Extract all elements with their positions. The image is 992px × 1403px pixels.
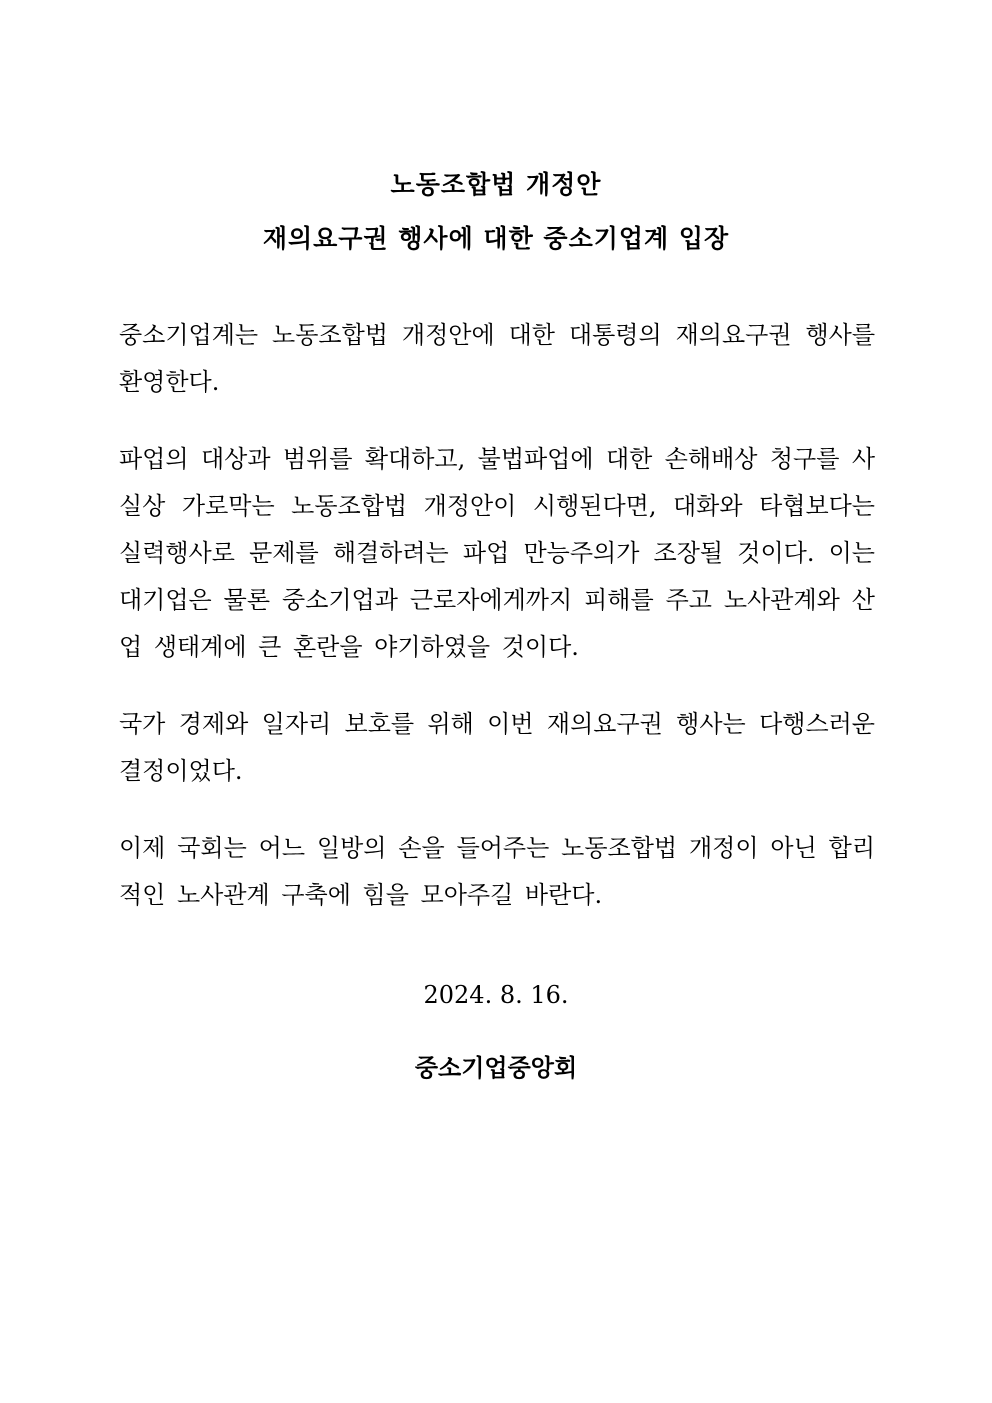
paragraph-request: 이제 국회는 어느 일방의 손을 들어주는 노동조합법 개정이 아닌 합리적인 노사관계 구축에 힘을 모아주길 바란다. <box>119 834 875 909</box>
title-line-1: 노동조합법 개정안 <box>390 170 602 199</box>
issuing-organization: 중소기업중앙회 <box>414 1053 578 1082</box>
title-line-2: 재의요구권 행사에 대한 중소기업계 입장 <box>262 224 730 253</box>
document-date: 2024. 8. 16. <box>423 981 569 1009</box>
paragraph-welcome: 중소기업계는 노동조합법 개정안에 대한 대통령의 재의요구권 행사를 환영한다. <box>119 321 875 396</box>
paragraph-concerns: 파업의 대상과 범위를 확대하고, 불법파업에 대한 손해배상 청구를 사실상 가로막는 노동조합법 개정안이 시행된다면, 대화와 타협보다는 실력행사로 문제를 해결하려는 파업 만능주의가 조장될 것이다. 이는 대기업은 물론 중소기업과 근로자에게까지 피해를 주고 노사관계와 산업 생태계에 큰 혼란을 야기하였을 것이다. <box>119 445 875 661</box>
paragraph-economy: 국가 경제와 일자리 보호를 위해 이번 재의요구권 행사는 다행스러운 결정이었다. <box>119 710 875 785</box>
document-body <box>119 312 875 949</box>
document-title <box>0 158 992 266</box>
